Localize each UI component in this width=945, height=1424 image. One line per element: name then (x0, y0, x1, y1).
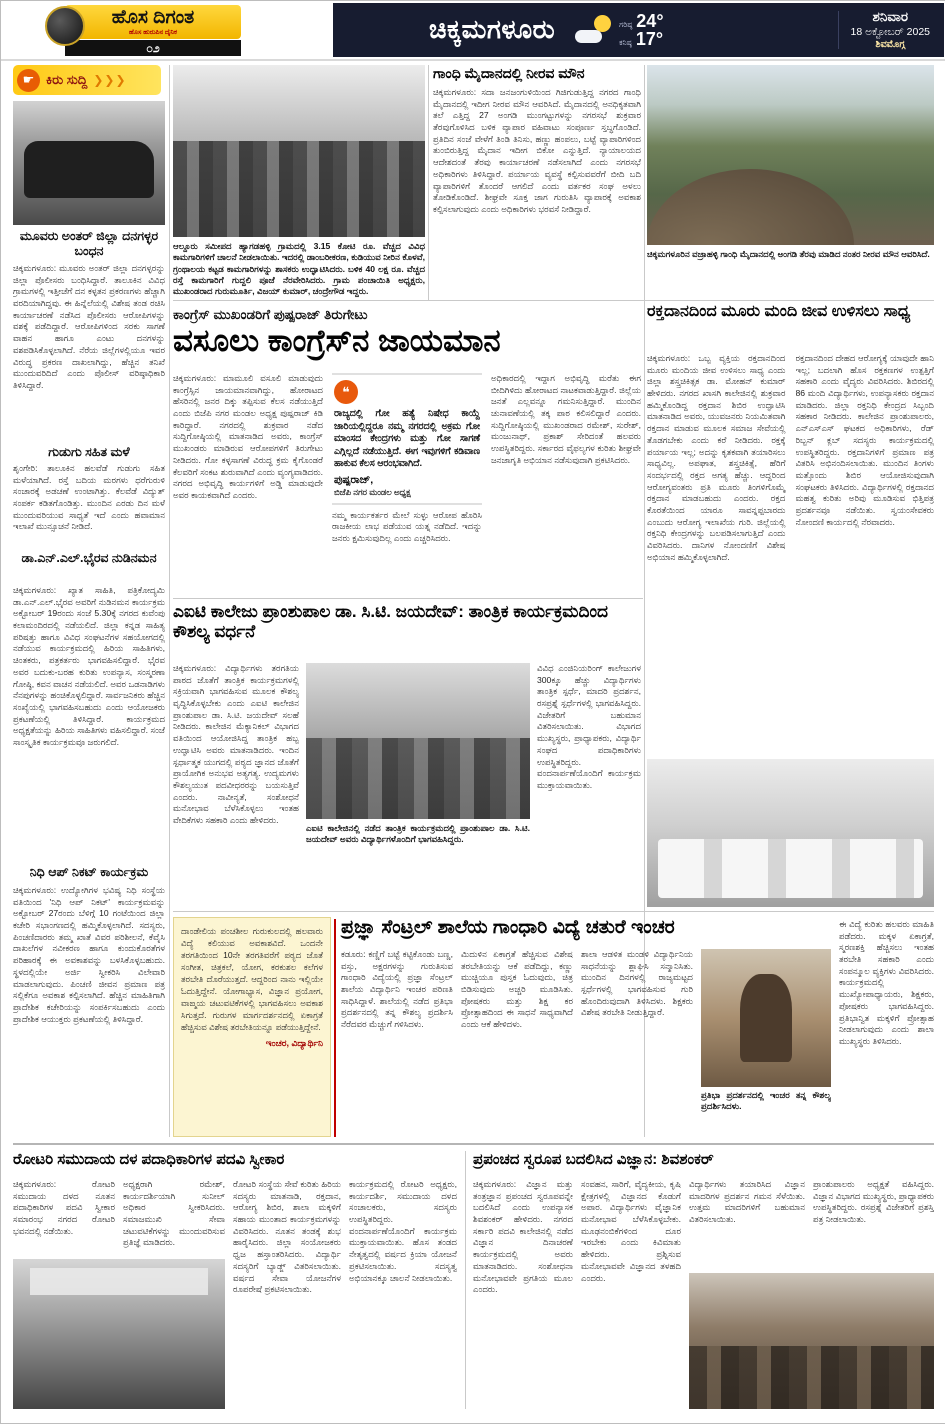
article-column: ಈ ವಿದ್ಯೆ ಕುರಿತು ಹಲವರು ಮಾಹಿತಿ ಪಡೆದರು. ಮಕ್ಕಳ ಏಕಾಗ್ರತೆ, ಸ್ಮರಣಶಕ್ತಿ ಹೆಚ್ಚಿಸಲು ಇಂತಹ ತರಬೇತಿ ಸಹಕಾರಿ ಎಂದು ಸಂಪನ್ಮೂಲ ವ್ಯಕ್ತಿಗಳು ವಿವರಿಸಿದರು. ಕಾರ್ಯಕ್ರಮದಲ್ಲಿ ಮುಖ್ಯೋಪಾಧ್ಯಾಯರು, ಶಿಕ್ಷಕರು, ಪೋಷಕರು ಭಾಗವಹಿಸಿದ್ದರು. ಪ್ರತಿಭಾನ್ವಿತ ಮಕ್ಕಳಿಗೆ ಪ್ರೋತ್ಸಾಹ ನೀಡಲಾಗುವುದು ಎಂದು ಶಾಲಾ ಮುಖ್ಯಸ್ಥರು ತಿಳಿಸಿದರು. (839, 919, 934, 1046)
column-rule (169, 65, 170, 1137)
photo-science-program (689, 1273, 934, 1409)
letter-signature: ಇಂಚರ, ವಿದ್ಯಾರ್ಥಿನಿ (265, 1038, 323, 1049)
photo-gandhi-maidan (647, 65, 934, 245)
min-temp (619, 30, 663, 48)
quote-attribution-role: ಬಿಜೆಪಿ ನಗರ ಮಂಡಲ ಅಧ್ಯಕ್ಷ (334, 486, 411, 497)
article-columns (173, 373, 641, 595)
min-temp-value: 17° (635, 29, 664, 49)
photo-works-inauguration (173, 65, 425, 237)
article-headline: ವಸೂಲು ಕಾಂಗ್ರೆಸ್‌ನ ಜಾಯಮಾನ (173, 323, 501, 358)
article-column: ಚಿಕ್ಕಮಗಳೂರು: ವಿದ್ಯಾರ್ಥಿಗಳು ತರಗತಿಯ ಪಾಠದ ಜೊತೆಗೆ ತಾಂತ್ರಿಕ ಕಾರ್ಯಕ್ರಮಗಳಲ್ಲಿ ಸಕ್ರಿಯವಾಗಿ ಭಾಗವಹಿಸುವ ಮೂಲಕ ಕೌಶಲ್ಯ ವೃದ್ಧಿಸಿಕೊಳ್ಳಬೇಕು ಎಂದು ಎಐಟಿ ಕಾಲೇಜಿನ ಪ್ರಾಂಶುಪಾಲ ಡಾ. ಸಿ.ಟಿ. ಜಯದೇವ್ ಸಲಹೆ ನೀಡಿದರು. ಕಾಲೇಜಿನ ಮೆಕ್ಯಾನಿಕಲ್ ವಿಭಾಗದ ವತಿಯಿಂದ ಆಯೋಜಿಸಿದ್ದ ತಾಂತ್ರಿಕ ಹಬ್ಬ ಉದ್ಘಾಟಿಸಿ ಅವರು ಮಾತನಾಡಿದರು. ಇಂದಿನ ಸ್ಪರ್ಧಾತ್ಮಕ ಯುಗದಲ್ಲಿ ಪಠ್ಯದ ಜ್ಞಾನದ ಜೊತೆಗೆ ಪ್ರಾಯೋಗಿಕ ಅನುಭವ ಅತ್ಯಗತ್ಯ. ಉದ್ಯಮಗಳು ಕೌಶಲ್ಯಯುತ ಪದವೀಧರರನ್ನು ಬಯಸುತ್ತಿವೆ ಎಂದರು. ನಾವೀನ್ಯತೆ, ಸಂಶೋಧನೆ ಮನೋಭಾವ ಬೆಳೆಸಿಕೊಳ್ಳಲು ಇಂತಹ ವೇದಿಕೆಗಳು ಸಹಕಾರಿ ಎಂದು ಹೇಳಿದರು. (173, 663, 299, 825)
section-rule (173, 911, 934, 912)
weather-icon (575, 15, 613, 45)
publication-date-block (851, 9, 944, 51)
article-column (332, 373, 482, 595)
page-number: ೦೨ (65, 40, 241, 56)
header-divider (838, 11, 839, 49)
photo-student-inchara (701, 949, 831, 1087)
max-temp-value: 24° (636, 11, 664, 31)
article-headline: ರೋಟರಿ ಸಮುದಾಯ ದಳ ಪದಾಧಿಕಾರಿಗಳ ಪದವಿ ಸ್ವೀಕಾರ (13, 1151, 285, 1168)
article-column: ನಮ್ಮ ಕಾರ್ಯಕರ್ತರ ಮೇಲೆ ಸುಳ್ಳು ಆರೋಪ ಹೊರಿಸಿ ರಾಜಕೀಯ ಲಾಭ ಪಡೆಯುವ ಯತ್ನ ನಡೆದಿದೆ. ಇದನ್ನು ಜನರು ಕ್ಷಮಿಸುವುದಿಲ್ಲ ಎಂದು ಎಚ್ಚರಿಸಿದರು. (332, 509, 482, 544)
quote-icon: ❝ (334, 380, 358, 404)
article-column: ವಿವಿಧ ಎಂಜಿನಿಯರಿಂಗ್ ಕಾಲೇಜುಗಳ 300ಕ್ಕೂ ಹೆಚ್ಚು ವಿದ್ಯಾರ್ಥಿಗಳು ತಾಂತ್ರಿಕ ಸ್ಪರ್ಧೆ, ಮಾದರಿ ಪ್ರದರ್ಶನ, ರಸಪ್ರಶ್ನೆ ಸ್ಪರ್ಧೆಗಳಲ್ಲಿ ಭಾಗವಹಿಸಿದ್ದರು. ವಿಜೇತರಿಗೆ ಬಹುಮಾನ ವಿತರಿಸಲಾಯಿತು. ವಿಭಾಗದ ಮುಖ್ಯಸ್ಥರು, ಪ್ರಾಧ್ಯಾಪಕರು, ವಿದ್ಯಾರ್ಥಿ ಸಂಘದ ಪದಾಧಿಕಾರಿಗಳು ಉಪಸ್ಥಿತರಿದ್ದರು. ವಂದನಾರ್ಪಣೆಯೊಂದಿಗೆ ಕಾರ್ಯಕ್ರಮ ಮುಕ್ತಾಯವಾಯಿತು. (537, 663, 641, 790)
article-column: ಪ್ರಾಂಶುಪಾಲರು ಅಧ್ಯಕ್ಷತೆ ವಹಿಸಿದ್ದರು. ವಿಜ್ಞಾನ ವಿಭಾಗದ ಮುಖ್ಯಸ್ಥರು, ಪ್ರಾಧ್ಯಾಪಕರು ಉಪಸ್ಥಿತರಿದ್ದರು. ರಸಪ್ರಶ್ನೆ ವಿಜೇತರಿಗೆ ಪ್ರಶಸ್ತಿ ಪತ್ರ ನೀಡಲಾಯಿತು. (813, 1179, 934, 1225)
photo-caption: ಪ್ರತಿಭಾ ಪ್ರದರ್ಶನದಲ್ಲಿ ಇಂಚರ ತನ್ನ ಕೌಶಲ್ಯ ಪ್ರದರ್ಶಿಸಿದಳು. (701, 1090, 831, 1112)
paper-emblem-logo (45, 6, 85, 46)
paper-title: ಹೊಸ ದಿಗಂತ (111, 6, 195, 28)
max-temp-label: ಗರಿಷ್ಠ (619, 20, 633, 29)
photo-blood-donation-camp (647, 759, 934, 907)
letter-text: ದಾಂಡೇಲಿಯ ಪಂಚಶೀಲ ಗುರುಕುಲದಲ್ಲಿ ಹಲವಾರು ವಿದ್ಯೆ ಕಲಿಯುವ ಅವಕಾಶವಿದೆ. ಒಂದನೇ ತರಗತಿಯಿಂದ 10ನೇ ತರಗತಿವರೆಗೆ ಪಠ್ಯದ ಜೊತೆ ಸಂಗೀತ, ಚಿತ್ರಕಲೆ, ಯೋಗ, ಕರಕುಶಲ ಕಲೆಗಳ ತರಬೇತಿ ದೊರೆಯುತ್ತದೆ. ಆದ್ದರಿಂದ ನಾನು ಇಲ್ಲಿಯೇ ಓದುತ್ತಿದ್ದೇನೆ. ಯೋಗಾಭ್ಯಾಸ, ವಿಜ್ಞಾನ ಪ್ರಯೋಗ, ವಾಙ್ಮಯ ಚಟುವಟಿಕೆಗಳಲ್ಲಿ ಭಾಗವಹಿಸಲು ಅವಕಾಶ ಸಿಗುತ್ತದೆ. ಗುರುಗಳ ಮಾರ್ಗದರ್ಶನದಲ್ಲಿ ಏಕಾಗ್ರತೆ ಹೆಚ್ಚಿಸುವ ವಿಶೇಷ ತರಬೇತಿಯನ್ನೂ ಪಡೆಯುತ್ತಿದ್ದೇನೆ. (181, 926, 323, 1033)
column-rule (428, 65, 429, 301)
publication-date: 18 ಅಕ್ಟೋಬರ್ 2025 (850, 25, 930, 38)
article-headline: ರಕ್ತದಾನದಿಂದ ಮೂರು ಮಂದಿ ಜೀವ ಉಳಿಸಲು ಸಾಧ್ಯ (647, 303, 911, 320)
photo-with-caption (701, 949, 831, 1137)
article-kicker: ಕಾಂಗ್ರೆಸ್ ಮುಖಂಡರಿಗೆ ಪುಷ್ಪರಾಜ್ ತಿರುಗೇಟು (173, 307, 368, 322)
brief-headline: ಗುಡುಗು ಸಹಿತ ಮಳೆ (48, 445, 130, 459)
brief-headline: ಡಾ.ಎನ್.ಎಲ್.ಭೈರವ ನುಡಿನಮನ (21, 551, 157, 565)
brief-body: ಚಿಕ್ಕಮಗಳೂರು: ಖ್ಯಾತ ಸಾಹಿತಿ, ಪತ್ರಿಕೋದ್ಯಮಿ ಡಾ.ಎನ್.ಎಲ್.ಭೈರವ ಅವರಿಗೆ ನುಡಿನಮನ ಕಾರ್ಯಕ್ರಮ ಅಕ್ಟೋಬರ್ 19ರಂದು ಸಂಜೆ 5.30ಕ್ಕೆ ನಗರದ ಕುವೆಂಪು ಕಲಾಮಂದಿರದಲ್ಲಿ ನಡೆಯಲಿದೆ. ಜಿಲ್ಲಾ ಕನ್ನಡ ಸಾಹಿತ್ಯ ಪರಿಷತ್ತು ಹಾಗೂ ವಿವಿಧ ಸಂಘಟನೆಗಳ ಸಹಯೋಗದಲ್ಲಿ ನಡೆಯುವ ಕಾರ್ಯಕ್ರಮದಲ್ಲಿ ಹಿರಿಯ ಸಾಹಿತಿಗಳು, ಚಿಂತಕರು, ಪತ್ರಕರ್ತರು ಭಾಗವಹಿಸಲಿದ್ದಾರೆ. ಭೈರವ ಅವರ ಬದುಕು-ಬರಹ ಕುರಿತು ಉಪನ್ಯಾಸ, ಸಂಸ್ಮರಣಾ ಗೋಷ್ಠಿ, ಕವನ ವಾಚನ ನಡೆಯಲಿದೆ. ಅವರ ಒಡನಾಡಿಗಳು ನೆನಪುಗಳನ್ನು ಹಂಚಿಕೊಳ್ಳಲಿದ್ದಾರೆ. ಸಾರ್ವಜನಿಕರು ಹೆಚ್ಚಿನ ಸಂಖ್ಯೆಯಲ್ಲಿ ಭಾಗವಹಿಸಬಹುದು ಎಂದು ಆಯೋಜಕರು ಪ್ರಕಟಣೆಯಲ್ಲಿ ತಿಳಿಸಿದ್ದಾರೆ. ಕಾರ್ಯಕ್ರಮದ ಅಧ್ಯಕ್ಷತೆಯನ್ನು ಹಿರಿಯ ಸಾಹಿತಿಗಳು ವಹಿಸಲಿದ್ದಾರೆ. ಸಂಜೆ ಸಾಂಸ್ಕೃತಿಕ ಕಾರ್ಯಕ್ರಮವೂ ಜರುಗಲಿದೆ. (13, 585, 165, 747)
weather-widget (575, 12, 663, 48)
paper-tagline: ಹೊಸ ಹುರುಪಿನ ದೈನಿಕ (129, 28, 177, 36)
photo-with-caption (306, 663, 530, 906)
photo-caption: ಆಲ್ದೂರು ಸಮೀಪದ ಹ್ಯಾಗಡಹಳ್ಳಿ ಗ್ರಾಮದಲ್ಲಿ 3.15 ಕೋಟಿ ರೂ. ವೆಚ್ಚದ ವಿವಿಧ ಕಾಮಗಾರಿಗಳಿಗೆ ಚಾಲನೆ ನೀಡಲಾಯಿತು. ಇದರಲ್ಲಿ ಡಾಂಬರೀಕರಣ, ಕುಡಿಯುವ ನೀರಿನ ಕೊಳವೆ, ಗ್ರಂಥಾಲಯ ಕಟ್ಟಡ ಕಾಮಗಾರಿಗಳನ್ನು ಶಾಸಕರು ಉದ್ಘಾಟಿಸಿದರು. ಬಳಿಕ 40 ಲಕ್ಷ ರೂ. ವೆಚ್ಚದ ರಸ್ತೆ ಕಾಮಗಾರಿಗೆ ಗುದ್ದಲಿ ಪೂಜೆ ನೆರವೇರಿಸಿದರು. ಗ್ರಾಮ ಪಂಚಾಯಿತಿ ಅಧ್ಯಕ್ಷರು, ಮುಖಂಡರಾದ ಗುರುಮೂರ್ತಿ, ವಿಜಯ್ ಕುಮಾರ್, ಚಂದ್ರೇಗೌಡ ಇದ್ದರು. (173, 241, 425, 297)
edition-header-bar (333, 3, 944, 57)
brief-headline: ಮೂವರು ಅಂತರ್ ಜಿಲ್ಲಾ ದನಗಳ್ಳರ ಬಂಧನ (19, 229, 159, 258)
reader-letter-box (173, 917, 331, 1137)
bottom-band-rule (13, 1143, 934, 1145)
article-column: ಅಧ್ಯಕ್ಷರಾಗಿ ರಮೇಶ್, ಕಾರ್ಯದರ್ಶಿಯಾಗಿ ಸುನೀಲ್ ಅಧಿಕಾರ ಸ್ವೀಕರಿಸಿದರು. ಸಮಾಜಮುಖಿ ಸೇವಾ ಚಟುವಟಿಕೆಗಳನ್ನು ಮುಂದುವರಿಸುವ ಪ್ರತಿಜ್ಞೆ ಮಾಡಿದರು. (123, 1179, 225, 1248)
article-column: ಚಿಕ್ಕಮಗಳೂರು: ರೋಟರಿ ಸಮುದಾಯ ದಳದ ನೂತನ ಪದಾಧಿಕಾರಿಗಳ ಪದವಿ ಸ್ವೀಕಾರ ಸಮಾರಂಭ ನಗರದ ರೋಟರಿ ಭವನದಲ್ಲಿ ನಡೆಯಿತು. (13, 1179, 115, 1236)
pull-quote-text: ರಾಜ್ಯದಲ್ಲಿ ಗೋ ಹತ್ಯೆ ನಿಷೇಧ ಕಾಯ್ದೆ ಜಾರಿಯಲ್ಲಿದ್ದರೂ ನಮ್ಮ ನಗರದಲ್ಲಿ ಅಕ್ರಮ ಗೋ ಮಾಂಸದ ಕೇಂದ್ರಗಳು ಮತ್ತು ಗೋ ಸಾಗಣೆ ಎಗ್ಗಿಲ್ಲದೆ ನಡೆಯುತ್ತಿದೆ. ಈಗ ಇವುಗಳಿಗೆ ಕಡಿವಾಣ ಹಾಕುವ ಕೆಲಸ ಆರಂಭವಾಗಿದೆ. (334, 408, 480, 469)
article-columns (647, 353, 934, 755)
pointing-hand-icon: ☛ (17, 69, 40, 92)
chevrons-icon: ❯❯❯ (93, 73, 127, 87)
photo-seized-vehicle (13, 101, 165, 225)
article-headline: ಪ್ರಪಂಚದ ಸ್ವರೂಪ ಬದಲಿಸಿದ ವಿಜ್ಞಾನ: ಶಿವಶಂಕರ್ (473, 1151, 714, 1168)
photo-ait-program (306, 663, 530, 819)
article-column: ವಿದ್ಯಾರ್ಥಿಗಳು ತಯಾರಿಸಿದ ವಿಜ್ಞಾನ ಮಾದರಿಗಳ ಪ್ರದರ್ಶನ ಗಮನ ಸೆಳೆಯಿತು. ಉತ್ತಮ ಮಾದರಿಗಳಿಗೆ ಬಹುಮಾನ ವಿತರಿಸಲಾಯಿತು. (689, 1179, 805, 1225)
article-column: ಚಿಕ್ಕಮಗಳೂರು: ಮಾಮೂಲಿ ವಸೂಲಿ ಮಾಡುವುದು ಕಾಂಗ್ರೆಸ್ಸಿನ ಜಾಯಮಾನವಾಗಿದ್ದು, ಹೋರಾಟದ ಹೆಸರಿನಲ್ಲಿ ಜನರ ದಿಕ್ಕು ತಪ್ಪಿಸುವ ಕೆಲಸ ನಡೆಯುತ್ತಿದೆ ಎಂದು ಬಿಜೆಪಿ ನಗರ ಮಂಡಲ ಅಧ್ಯಕ್ಷ ಪುಷ್ಪರಾಜ್ ಕಿಡಿ ಕಾರಿದ್ದಾರೆ. ನಗರದಲ್ಲಿ ಶುಕ್ರವಾರ ನಡೆದ ಸುದ್ದಿಗೋಷ್ಠಿಯಲ್ಲಿ ಮಾತನಾಡಿದ ಅವರು, ಕಾಂಗ್ರೆಸ್ ಮುಖಂಡರು ಮಾಡಿರುವ ಆರೋಪಗಳಿಗೆ ತಿರುಗೇಟು ನೀಡಿದರು. ಗೋ ಕಳ್ಳಸಾಗಣೆ ವಿರುದ್ಧ ಕ್ರಮ ಕೈಗೊಂಡರೆ ಕೆಲವರಿಗೆ ಸಂಕಟ ಶುರುವಾಗಿದೆ ಎಂದು ವ್ಯಂಗ್ಯವಾಡಿದರು. ನಗರದ ಅಭಿವೃದ್ಧಿ ಕಾರ್ಯಗಳಿಗೆ ಅಡ್ಡಿ ಮಾಡುವುದೇ ಅವರ ಕಾಯಕವಾಗಿದೆ ಎಂದರು. (173, 373, 323, 500)
article-column: ಕಾರ್ಯಕ್ರಮದಲ್ಲಿ ರೋಟರಿ ಅಧ್ಯಕ್ಷರು, ಕಾರ್ಯದರ್ಶಿ, ಸಮುದಾಯ ದಳದ ಸಂಚಾಲಕರು, ಸದಸ್ಯರು ಉಪಸ್ಥಿತರಿದ್ದರು. ವಂದನಾರ್ಪಣೆಯೊಂದಿಗೆ ಕಾರ್ಯಕ್ರಮ ಮುಕ್ತಾಯವಾಯಿತು. ಹೊಸ ತಂಡದ ನೇತೃತ್ವದಲ್ಲಿ ವರ್ಷದ ಕ್ರಿಯಾ ಯೋಜನೆ ಪ್ರಕಟಿಸಲಾಯಿತು. ಸದಸ್ಯತ್ವ ಅಭಿಯಾನಕ್ಕೂ ಚಾಲನೆ ನೀಡಲಾಯಿತು. (349, 1179, 457, 1283)
section-rule (173, 300, 934, 301)
article-columns (173, 663, 641, 906)
brief-body: ಚಿಕ್ಕಮಗಳೂರು: ಮೂವರು ಅಂತರ್ ಜಿಲ್ಲಾ ದನಗಳ್ಳರನ್ನು ಜಿಲ್ಲಾ ಪೊಲೀಸರು ಬಂಧಿಸಿದ್ದಾರೆ. ತಾಲೂಕಿನ ವಿವಿಧ ಗ್ರಾಮಗಳಲ್ಲಿ ಇತ್ತೀಚೆಗೆ ದನ ಕಳ್ಳತನ ಪ್ರಕರಣಗಳು ಹೆಚ್ಚಾಗಿ ವರದಿಯಾಗಿದ್ದವು. ಈ ಹಿನ್ನೆಲೆಯಲ್ಲಿ ವಿಶೇಷ ತಂಡ ರಚಿಸಿ ಕಾರ್ಯಾಚರಣೆ ನಡೆಸಿದ ಪೊಲೀಸರು ಆರೋಪಿಗಳನ್ನು ವಶಕ್ಕೆ ಪಡೆದಿದ್ದಾರೆ. ಆರೋಪಿಗಳಿಂದ ಸರಕು ಸಾಗಣೆ ವಾಹನ ಹಾಗೂ ಎಂಟು ದನಗಳನ್ನು ವಶಪಡಿಸಿಕೊಳ್ಳಲಾಗಿದೆ. ನೆರೆಯ ಜಿಲ್ಲೆಗಳಲ್ಲಿಯೂ ಇವರ ವಿರುದ್ಧ ಪ್ರಕರಣ ದಾಖಲಾಗಿದ್ದು, ಹೆಚ್ಚಿನ ತನಿಖೆ ಮುಂದುವರಿದಿದೆ ಎಂದು ಪೊಲೀಸ್ ವರಿಷ್ಠಾಧಿಕಾರಿ ತಿಳಿಸಿದ್ದಾರೆ. (13, 263, 165, 390)
article-column: ಅಧಿಕಾರದಲ್ಲಿ ಇದ್ದಾಗ ಅಭಿವೃದ್ಧಿ ಮರೆತು ಈಗ ಬೀದಿಗಿಳಿದು ಹೋರಾಟದ ನಾಟಕವಾಡುತ್ತಿದ್ದಾರೆ. ಜಿಲ್ಲೆಯ ಜನತೆ ಎಲ್ಲವನ್ನೂ ಗಮನಿಸುತ್ತಿದ್ದಾರೆ. ಮುಂದಿನ ಚುನಾವಣೆಯಲ್ಲಿ ತಕ್ಕ ಪಾಠ ಕಲಿಸಲಿದ್ದಾರೆ ಎಂದರು. ಸುದ್ದಿಗೋಷ್ಠಿಯಲ್ಲಿ ಮುಖಂಡರಾದ ರಮೇಶ್, ಸುರೇಶ್, ಮಂಜುನಾಥ್, ಪ್ರಕಾಶ್ ಸೇರಿದಂತೆ ಹಲವರು ಉಪಸ್ಥಿತರಿದ್ದರು. ಸರ್ಕಾರದ ವೈಫಲ್ಯಗಳ ಕುರಿತು ಶೀಘ್ರವೇ ಜನಜಾಗೃತಿ ಅಭಿಯಾನ ನಡೆಸುವುದಾಗಿ ಪ್ರಕಟಿಸಿದರು. (491, 373, 641, 465)
max-temp (619, 12, 663, 30)
edition-city-title: ಚಿಕ್ಕಮಗಳೂರು (429, 14, 556, 44)
cloud-icon (575, 30, 602, 43)
pull-quote (332, 373, 482, 505)
masthead (1, 1, 945, 61)
article-headline: ಗಾಂಧಿ ಮೈದಾನದಲ್ಲಿ ನೀರವ ಮೌನ (433, 65, 585, 81)
article-column: ಮಿದುಳಿನ ಏಕಾಗ್ರತೆ ಹೆಚ್ಚಿಸುವ ವಿಶೇಷ ತರಬೇತಿಯನ್ನು ಆಕೆ ಪಡೆದಿದ್ದು, ಕಣ್ಣು ಮುಚ್ಚಿಯೂ ಪುಸ್ತಕ ಓದುವುದು, ಚಿತ್ರ ಬಿಡಿಸುವುದು ಅಚ್ಚರಿ ಮೂಡಿಸಿತು. ಪೋಷಕರು ಮತ್ತು ಶಿಕ್ಷ ಕರ ಪ್ರೋತ್ಸಾಹದಿಂದ ಈ ಸಾಧನೆ ಸಾಧ್ಯವಾಗಿದೆ ಎಂದು ಆಕೆ ಹೇಳಿದಳು. (461, 949, 573, 1030)
article-headline: ಎಐಟಿ ಕಾಲೇಜು ಪ್ರಾಂಶುಪಾಲ ಡಾ. ಸಿ.ಟಿ. ಜಯದೇವ್: ತಾಂತ್ರಿಕ ಕಾರ್ಯಕ್ರಮದಿಂದ ಕೌಶಲ್ಯ ವರ್ಧನೆ (173, 602, 608, 641)
article-column: ರಕ್ತದಾನದಿಂದ ದೇಹದ ಆರೋಗ್ಯಕ್ಕೆ ಯಾವುದೇ ಹಾನಿ ಇಲ್ಲ; ಬದಲಾಗಿ ಹೊಸ ರಕ್ತಕಣಗಳ ಉತ್ಪತ್ತಿಗೆ ಸಹಕಾರಿ ಎಂದು ವೈದ್ಯರು ವಿವರಿಸಿದರು. ಶಿಬಿರದಲ್ಲಿ 86 ಮಂದಿ ವಿದ್ಯಾರ್ಥಿಗಳು, ಉಪನ್ಯಾಸಕರು ರಕ್ತದಾನ ಮಾಡಿದರು. ಜಿಲ್ಲಾ ರಕ್ತನಿಧಿ ಕೇಂದ್ರದ ಸಿಬ್ಬಂದಿ ಸಹಕಾರ ನೀಡಿದರು. ಕಾಲೇಜಿನ ಪ್ರಾಂಶುಪಾಲರು, ಎನ್‌ಎಸ್‌ಎಸ್ ಘಟಕದ ಅಧಿಕಾರಿಗಳು, ರೆಡ್ ರಿಬ್ಬನ್ ಕ್ಲಬ್ ಸದಸ್ಯರು ಕಾರ್ಯಕ್ರಮದಲ್ಲಿ ಉಪಸ್ಥಿತರಿದ್ದರು. ರಕ್ತದಾನಿಗಳಿಗೆ ಪ್ರಮಾಣ ಪತ್ರ ವಿತರಿಸಿ ಅಭಿನಂದಿಸಲಾಯಿತು. ಮುಂದಿನ ತಿಂಗಳು ಮತ್ತೊಂದು ಶಿಬಿರ ಆಯೋಜಿಸುವುದಾಗಿ ಸಂಘಟಕರು ತಿಳಿಸಿದರು. ವಿದ್ಯಾರ್ಥಿಗಳಲ್ಲಿ ರಕ್ತದಾನದ ಮಹತ್ವ ಕುರಿತು ಅರಿವು ಮೂಡಿಸುವ ಭಿತ್ತಿಪತ್ರ ಪ್ರದರ್ಶನವೂ ನಡೆಯಿತು. ಸ್ವಯಂಸೇವಕರು ನೋಂದಣಿ ಕಾರ್ಯದಲ್ಲಿ ನೆರವಾದರು. (795, 353, 934, 527)
brief-body: ಚಿಕ್ಕಮಗಳೂರು: ಉದ್ಯೋಗಿಗಳ ಭವಿಷ್ಯ ನಿಧಿ ಸಂಸ್ಥೆಯ ವತಿಯಿಂದ 'ನಿಧಿ ಆಪ್ ನಿಕಟ್' ಕಾರ್ಯಕ್ರಮವನ್ನು ಅಕ್ಟೋಬರ್ 27ರಂದು ಬೆಳಿಗ್ಗೆ 10 ಗಂಟೆಯಿಂದ ಜಿಲ್ಲಾ ಕಚೇರಿ ಸಭಾಂಗಣದಲ್ಲಿ ಹಮ್ಮಿಕೊಳ್ಳಲಾಗಿದೆ. ಸದಸ್ಯರು, ಪಿಂಚಣಿದಾರರು ತಮ್ಮ ಖಾತೆ ವಿವರ ಪರಿಶೀಲನೆ, ಕೆವೈಸಿ ದಾಖಲೆಗಳ ನವೀಕರಣ ಹಾಗೂ ಕುಂದುಕೊರತೆಗಳ ಪರಿಹಾರಕ್ಕೆ ಈ ಅವಕಾಶವನ್ನು ಬಳಸಿಕೊಳ್ಳಬಹುದು. ಸ್ಥಳದಲ್ಲಿಯೇ ಅರ್ಜಿ ಸ್ವೀಕರಿಸಿ ವಿಲೇವಾರಿ ಮಾಡಲಾಗುವುದು. ಪಿಂಚಣಿ ಜೀವನ ಪ್ರಮಾಣ ಪತ್ರ ಸಲ್ಲಿಕೆಗೂ ಅವಕಾಶ ಕಲ್ಪಿಸಲಾಗಿದೆ. ಹೆಚ್ಚಿನ ಮಾಹಿತಿಗಾಗಿ ಪ್ರಾದೇಶಿಕ ಕಚೇರಿಯನ್ನು ಸಂಪರ್ಕಿಸಬಹುದು ಎಂದು ಪ್ರಾದೇಶಿಕ ಆಯುಕ್ತರು ಪ್ರಕಟಣೆಯಲ್ಲಿ ತಿಳಿಸಿದ್ದಾರೆ. (13, 885, 165, 1024)
article-column: ಕಡೂರು: ಕಣ್ಣಿಗೆ ಬಟ್ಟೆ ಕಟ್ಟಿಕೊಂಡು ಬಣ್ಣ, ವಸ್ತು, ಅಕ್ಷರಗಳನ್ನು ಗುರುತಿಸುವ ಗಾಂಧಾರಿ ವಿದ್ಯೆಯಲ್ಲಿ ಪ್ರಜ್ಞಾ ಸೆಂಟ್ರಲ್ ಶಾಲೆಯ ವಿದ್ಯಾರ್ಥಿನಿ ಇಂಚರ ಪರಿಣತಿ ಸಾಧಿಸಿದ್ದಾಳೆ. ಶಾಲೆಯಲ್ಲಿ ನಡೆದ ಪ್ರತಿಭಾ ಪ್ರದರ್ಶನದಲ್ಲಿ ತನ್ನ ಕೌಶಲ್ಯ ಪ್ರದರ್ಶಿಸಿ ನೆರೆದವರ ಮೆಚ್ಚುಗೆ ಗಳಿಸಿದಳು. (341, 949, 453, 1030)
masthead-logo (65, 5, 241, 39)
article-column: ಚಿಕ್ಕಮಗಳೂರು: ಒಬ್ಬ ವ್ಯಕ್ತಿಯ ರಕ್ತದಾನದಿಂದ ಮೂರು ಮಂದಿಯ ಜೀವ ಉಳಿಸಲು ಸಾಧ್ಯ ಎಂದು ಜಿಲ್ಲಾ ಶಸ್ತ್ರಚಿಕಿತ್ಸಕ ಡಾ. ಮೋಹನ್ ಕುಮಾರ್ ಹೇಳಿದರು. ನಗರದ ಖಾಸಗಿ ಕಾಲೇಜಿನಲ್ಲಿ ಶುಕ್ರವಾರ ಹಮ್ಮಿಕೊಂಡಿದ್ದ ರಕ್ತದಾನ ಶಿಬಿರ ಉದ್ಘಾಟಿಸಿ ಮಾತನಾಡಿದ ಅವರು, ಯುವಜನರು ನಿಯಮಿತವಾಗಿ ರಕ್ತದಾನ ಮಾಡುವ ಮೂಲಕ ಸಮಾಜ ಸೇವೆಯಲ್ಲಿ ತೊಡಗಬೇಕು ಎಂದು ಕರೆ ನೀಡಿದರು. ರಕ್ತಕ್ಕೆ ಪರ್ಯಾಯ ಇಲ್ಲ; ಅದನ್ನು ಕೃತಕವಾಗಿ ತಯಾರಿಸಲು ಸಾಧ್ಯವಿಲ್ಲ. ಅಪಘಾತ, ಶಸ್ತ್ರಚಿಕಿತ್ಸೆ, ಹೆರಿಗೆ ಸಂದರ್ಭದಲ್ಲಿ ರಕ್ತದ ಅಗತ್ಯ ಹೆಚ್ಚು. ಆದ್ದರಿಂದ ಆರೋಗ್ಯವಂತರು ಪ್ರತಿ ಮೂರು ತಿಂಗಳಿಗೊಮ್ಮೆ ರಕ್ತದಾನ ಮಾಡಬಹುದು ಎಂದರು. ರಕ್ತದ ಕೊರತೆಯಿಂದ ಯಾರೂ ಸಾವನ್ನಪ್ಪಬಾರದು ಎಂಬುದು ಆರೋಗ್ಯ ಇಲಾಖೆಯ ಗುರಿ. ಜಿಲ್ಲೆಯಲ್ಲಿ ರಕ್ತನಿಧಿ ಕೇಂದ್ರಗಳನ್ನು ಬಲಪಡಿಸಲಾಗುತ್ತಿದೆ ಎಂದು ವಿವರಿಸಿದರು. ದಾನಿಗಳ ನೋಂದಣಿಗೆ ವಿಶೇಷ ಅಭಿಯಾನ ಹಮ್ಮಿಕೊಳ್ಳಲಾಗಿದೆ. (647, 353, 786, 562)
article-headline: ಪ್ರಜ್ಞಾ ಸೆಂಟ್ರಲ್ ಶಾಲೆಯ ಗಾಂಧಾರಿ ವಿದ್ಯೆ ಚತುರೆ ಇಂಚರ (341, 917, 675, 938)
min-temp-label: ಕನಿಷ್ಠ (619, 38, 632, 47)
edition-name: ಶಿವಮೊಗ್ಗ (875, 39, 906, 51)
brief-body: ಶೃಂಗೇರಿ: ತಾಲೂಕಿನ ಹಲವೆಡೆ ಗುಡುಗು ಸಹಿತ ಮಳೆಯಾಗಿದೆ. ರಸ್ತೆ ಬದಿಯ ಮರಗಳು ಧರೆಗುರುಳಿ ಸಂಚಾರಕ್ಕೆ ಅಡಚಣೆ ಉಂಟಾಗಿತ್ತು. ಕೆಲವೆಡೆ ವಿದ್ಯುತ್ ಸಂಪರ್ಕ ಕಡಿತಗೊಂಡಿತ್ತು. ಮುಂದಿನ ಎರಡು ದಿನ ಮಳೆ ಮುಂದುವರಿಯುವ ಸಾಧ್ಯತೆ ಇದೆ ಎಂದು ಹವಾಮಾನ ಇಲಾಖೆ ಮುನ್ಸೂಚನೆ ನೀಡಿದೆ. (13, 463, 165, 532)
photo-caption: ಚಿಕ್ಕಮಗಳೂರಿನ ವಜ್ರಾಹಳ್ಳಿ ಗಾಂಧಿ ಮೈದಾನದಲ್ಲಿ ಅಂಗಡಿ ತೆರವು ಮಾಡಿದ ನಂತರ ನೀರವ ಮೌನ ಆವರಿಸಿದೆ. (647, 249, 930, 259)
article-column: ಸಂವಹನ, ಸಾರಿಗೆ, ವೈದ್ಯಕೀಯ, ಕೃಷಿ ಕ್ಷೇತ್ರಗಳಲ್ಲಿ ವಿಜ್ಞಾನದ ಕೊಡುಗೆ ಅಪಾರ. ವಿದ್ಯಾರ್ಥಿಗಳು ವೈಜ್ಞಾನಿಕ ಮನೋಭಾವ ಬೆಳೆಸಿಕೊಳ್ಳಬೇಕು. ಮೂಢನಂಬಿಕೆಗಳಿಂದ ದೂರ ಇರಬೇಕು ಎಂದು ಕಿವಿಮಾತು ಹೇಳಿದರು. ಪ್ರಶ್ನಿಸುವ ಮನೋಭಾವವೇ ವಿಜ್ಞಾನದ ತಳಹದಿ ಎಂದರು. (581, 1179, 681, 1283)
brief-headline: ನಿಧಿ ಆಪ್ ನಿಕಟ್ ಕಾರ್ಯಕ್ರಮ (29, 865, 149, 879)
red-column-rule (334, 919, 336, 1137)
article-column: ಚಿಕ್ಕಮಗಳೂರು: ವಿಜ್ಞಾನ ಮತ್ತು ತಂತ್ರಜ್ಞಾನ ಪ್ರಪಂಚದ ಸ್ವರೂಪವನ್ನೇ ಬದಲಿಸಿದೆ ಎಂದು ಉಪನ್ಯಾಸಕ ಶಿವಶಂಕರ್ ಹೇಳಿದರು. ನಗರದ ಸರ್ಕಾರಿ ಪದವಿ ಕಾಲೇಜಿನಲ್ಲಿ ನಡೆದ ವಿಜ್ಞಾನ ದಿನಾಚರಣೆ ಕಾರ್ಯಕ್ರಮದಲ್ಲಿ ಅವರು ಮಾತನಾಡಿದರು. ಸಂಶೋಧನಾ ಮನೋಭಾವವೇ ಪ್ರಗತಿಯ ಮೂಲ ಎಂದರು. (473, 1179, 573, 1295)
column-rule (465, 1151, 466, 1409)
temperatures (619, 12, 663, 48)
photo-rotary-ceremony (13, 1259, 225, 1409)
brief-news-label: ಕಿರು ಸುದ್ದಿ (46, 72, 88, 87)
quote-attribution-name: ಪುಷ್ಪರಾಜ್, (334, 473, 374, 486)
article-column: ಶಾಲಾ ಆಡಳಿತ ಮಂಡಳಿ ವಿದ್ಯಾರ್ಥಿನಿಯ ಸಾಧನೆಯನ್ನು ಶ್ಲಾಘಿಸಿ ಸನ್ಮಾನಿಸಿತು. ಮುಂದಿನ ದಿನಗಳಲ್ಲಿ ರಾಜ್ಯಮಟ್ಟದ ಸ್ಪರ್ಧೆಗಳಲ್ಲಿ ಭಾಗವಹಿಸುವ ಗುರಿ ಹೊಂದಿರುವುದಾಗಿ ತಿಳಿಸಿದಳು. ಶಿಕ್ಷಕರು ವಿಶೇಷ ತರಬೇತಿ ನೀಡುತ್ತಿದ್ದಾರೆ. (581, 949, 693, 1018)
section-rule (173, 598, 643, 599)
photo-caption: ಎಐಟಿ ಕಾಲೇಜಿನಲ್ಲಿ ನಡೆದ ತಾಂತ್ರಿಕ ಕಾರ್ಯಕ್ರಮದಲ್ಲಿ ಪ್ರಾಂಶುಪಾಲ ಡಾ. ಸಿ.ಟಿ. ಜಯದೇವ್ ಅವರು ವಿದ್ಯಾರ್ಥಿಗಳೊಂದಿಗೆ ಭಾಗವಹಿಸಿದ್ದರು. (306, 823, 530, 845)
article-column: ರೋಟರಿ ಸಂಸ್ಥೆಯ ಸೇವೆ ಕುರಿತು ಹಿರಿಯ ಸದಸ್ಯರು ಮಾತನಾಡಿ, ರಕ್ತದಾನ, ಆರೋಗ್ಯ ಶಿಬಿರ, ಶಾಲಾ ಮಕ್ಕಳಿಗೆ ಸಹಾಯ ಮುಂತಾದ ಕಾರ್ಯಕ್ರಮಗಳನ್ನು ವಿವರಿಸಿದರು. ನೂತನ ತಂಡಕ್ಕೆ ಶುಭ ಹಾರೈಸಿದರು. ಜಿಲ್ಲಾ ಸಂಯೋಜಕರು ಧ್ವಜ ಹಸ್ತಾಂತರಿಸಿದರು. ವಿದ್ಯಾರ್ಥಿ ಸದಸ್ಯರಿಗೆ ಬ್ಯಾಡ್ಜ್ ವಿತರಿಸಲಾಯಿತು. ವರ್ಷದ ಸೇವಾ ಯೋಜನೆಗಳ ರೂಪರೇಷೆ ಪ್ರಕಟಿಸಲಾಯಿತು. (233, 1179, 341, 1295)
article-columns (341, 949, 831, 1137)
brief-news-badge (13, 65, 161, 95)
article-body: ಚಿಕ್ಕಮಗಳೂರು: ಸದಾ ಜನಜಂಗುಳಿಯಿಂದ ಗಿಜಿಗುಡುತ್ತಿದ್ದ ನಗರದ ಗಾಂಧಿ ಮೈದಾನದಲ್ಲಿ ಇದೀಗ ನೀರವ ಮೌನ ಆವರಿಸಿದೆ. ಮೈದಾನದಲ್ಲಿ ಅನಧಿಕೃತವಾಗಿ ತಲೆ ಎತ್ತಿದ್ದ 27 ಅಂಗಡಿ ಮುಂಗಟ್ಟುಗಳನ್ನು ನಗರಸಭೆ ಶುಕ್ರವಾರ ತೆರವುಗೊಳಿಸಿದ ಬಳಿಕ ವ್ಯಾಪಾರ ವಹಿವಾಟು ಸಂಪೂರ್ಣ ಸ್ತಬ್ಧಗೊಂಡಿದೆ. ಪ್ರತಿದಿನ ಸಂಜೆ ವೇಳೆಗೆ ತಿಂಡಿ ತಿನಿಸು, ಹಣ್ಣು ಹಂಪಲು, ಬಟ್ಟೆ ವ್ಯಾಪಾರಿಗಳಿಂದ ತುಂಬಿರುತ್ತಿದ್ದ ಮೈದಾನ ಇದೀಗ ಬಿಕೋ ಎನ್ನುತ್ತಿದೆ. ನ್ಯಾಯಾಲಯದ ಆದೇಶದಂತೆ ತೆರವು ಕಾರ್ಯಾಚರಣೆ ನಡೆಸಲಾಗಿದೆ ಎಂದು ನಗರಸಭೆ ಅಧಿಕಾರಿಗಳು ತಿಳಿಸಿದ್ದಾರೆ. ಪರ್ಯಾಯ ವ್ಯವಸ್ಥೆ ಕಲ್ಪಿಸುವವರೆಗೆ ಬೀದಿ ಬದಿ ವ್ಯಾಪಾರಿಗಳಿಗೆ ತೊಂದರೆ ಆಗಲಿದೆ ಎಂದು ವರ್ತಕರ ಸಂಘ ಅಳಲು ತೋಡಿಕೊಂಡಿದೆ. ಶೀಘ್ರವೇ ಸೂಕ್ತ ಜಾಗ ಗುರುತಿಸಿ ವ್ಯಾಪಾರಕ್ಕೆ ಅವಕಾಶ ಕಲ್ಪಿಸಲಾಗುವುದು ಎಂದು ಅಧಿಕಾರಿಗಳು ಭರವಸೆ ನೀಡಿದ್ದಾರೆ. (433, 87, 641, 214)
publication-day: ಶನಿವಾರ (872, 9, 908, 25)
